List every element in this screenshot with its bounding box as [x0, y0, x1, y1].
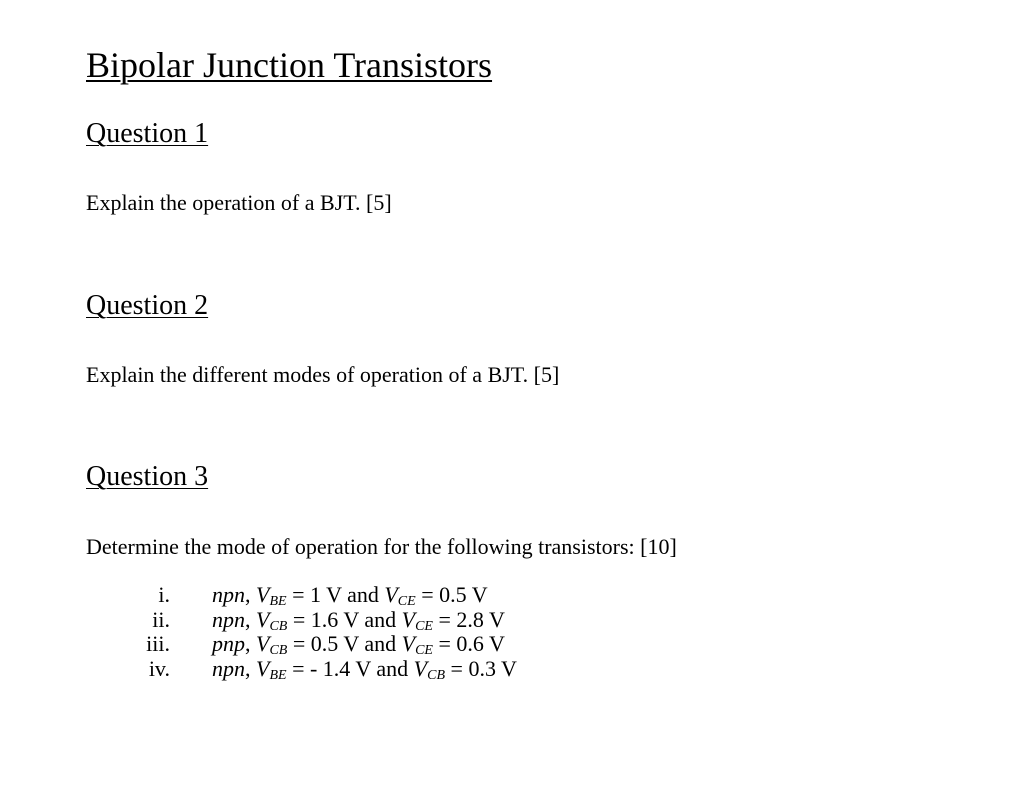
conjunction: and	[376, 655, 409, 681]
voltage-value: 0.5 V	[310, 631, 359, 656]
question-3-item	[86, 657, 786, 682]
voltage-subscript: BE	[269, 667, 287, 683]
item-numeral: iii.	[146, 631, 170, 656]
voltage-subscript: CB	[427, 667, 446, 683]
item-numeral: iv.	[148, 655, 170, 681]
transistor-type: npn	[212, 582, 245, 607]
transistor-type: pnp	[212, 631, 245, 656]
voltage-symbol: V	[401, 606, 416, 632]
question-1-text: Explain the operation of a BJT. [5]	[86, 190, 392, 215]
voltage-subscript: CE	[415, 643, 433, 658]
item-expression: npn, $V_{CB} = 1.6$ V and $V_{CE} = 2.8$ V	[212, 606, 505, 634]
voltage-symbol: V	[256, 582, 270, 607]
voltage-value: - 1.4 V	[309, 655, 371, 681]
voltage-value: 2.8 V	[456, 606, 505, 632]
voltage-symbol: V	[256, 606, 270, 632]
voltage-value: 0.6 V	[456, 631, 505, 656]
voltage-subscript: CE	[415, 618, 433, 634]
transistor-type: npn	[212, 655, 245, 681]
question-2-heading: Question 2	[86, 290, 209, 321]
item-expression: npn, $V_{BE}$ = - 1.4 V and $V_{CB} = 0.3$ V	[212, 655, 517, 683]
question-1-heading: Question 1	[86, 118, 209, 149]
item-expression: pnp, $V_{CB} = 0.5$ V and $V_{CE} = 0.6$ V	[212, 631, 505, 658]
voltage-value: 0.5 V	[439, 582, 488, 607]
question-3-item	[86, 608, 786, 633]
transistor-type: npn	[212, 606, 245, 632]
conjunction: and	[347, 582, 379, 607]
voltage-symbol: V	[384, 582, 398, 607]
voltage-symbol: V	[256, 655, 270, 681]
voltage-value: 1 V	[309, 582, 342, 607]
question-3-item	[86, 632, 786, 657]
voltage-subscript: CE	[397, 594, 416, 609]
voltage-subscript: BE	[269, 594, 287, 609]
item-expression: npn, $V_{BE} = 1$ V and $V_{CE} = 0.5$ V	[212, 582, 488, 609]
question-2-text: Explain the different modes of operation of a BJT. [5]	[86, 362, 560, 387]
voltage-symbol: V	[401, 631, 416, 656]
item-numeral: ii.	[152, 606, 170, 632]
voltage-value: 1.6 V	[310, 606, 359, 632]
voltage-value: 0.3 V	[468, 655, 517, 681]
voltage-subscript: CB	[269, 618, 288, 634]
question-3-item	[86, 583, 786, 608]
question-3-heading: Question 3	[86, 461, 209, 492]
voltage-symbol: V	[413, 655, 428, 681]
conjunction: and	[364, 606, 397, 632]
voltage-symbol: V	[256, 631, 270, 656]
question-3-item-list	[86, 583, 786, 681]
question-3-text: Determine the mode of operation for the following transistors: [10]	[86, 534, 677, 559]
item-numeral: i.	[158, 582, 170, 607]
document-title: Bipolar Junction Transistors	[86, 45, 493, 85]
conjunction: and	[364, 631, 397, 656]
voltage-subscript: CB	[269, 643, 288, 658]
